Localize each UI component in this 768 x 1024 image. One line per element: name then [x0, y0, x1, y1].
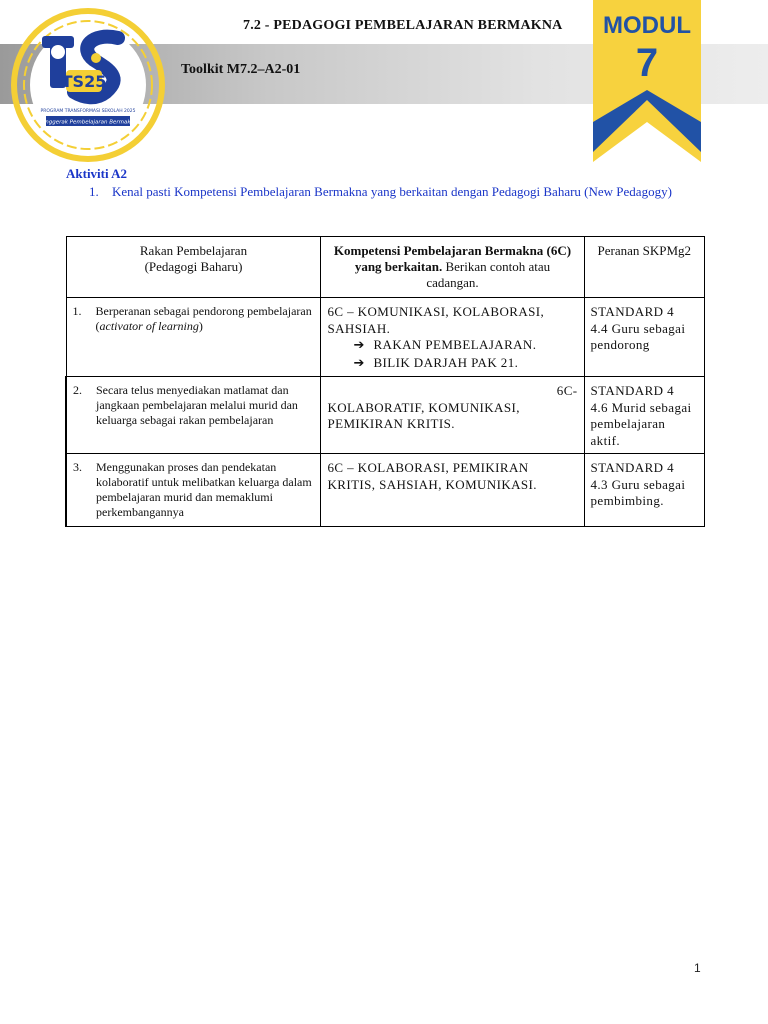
row-role: STANDARD 4 4.3 Guru sebagai pembimbing. [584, 454, 705, 527]
badge-label: MODUL [603, 12, 691, 39]
row-text-italic: activator of learning [99, 319, 199, 333]
header-rakan [66, 237, 321, 298]
logo-tagline: Penggerak Pembelajaran Bermakna [38, 119, 138, 126]
instruction [89, 183, 689, 200]
badge-number: 7 [635, 41, 659, 85]
bullet-text: BILIK DARJAH PAK 21. [373, 354, 519, 370]
table-header-row [66, 237, 705, 298]
row-text-after: ) [198, 319, 203, 333]
toolkit-code: Toolkit M7.2–A2-01 [181, 62, 301, 77]
row-number: 3. [73, 460, 82, 474]
header-kompetensi-bold: Kompetensi Pembelajaran Bermakna (6C) yang berkaitan. [333, 243, 572, 274]
bullet-text: RAKAN PEMBELAJARAN. [373, 337, 537, 352]
row-competency [321, 298, 584, 377]
instruction-text: Kenal pasti Kompetensi Pembelajaran Bermakna yang berkaitan dengan Pedagogi Baharu (New Pedagogy) [112, 184, 672, 199]
bullet-item [327, 337, 577, 355]
row-text-before: Berperanan sebagai pendorong pembelajaran ( [95, 304, 312, 333]
module-title: 7.2 - PEDAGOGI PEMBELAJARAN BERMAKNA [243, 18, 563, 33]
row-text: Menggunakan proses dan pendekatan kolaboratif untuk melibatkan keluarga dalam pembelajaran murid dan memaklumi perkembangannya [96, 460, 312, 519]
page-number: 1 [694, 961, 701, 975]
header-rakan-sub: (Pedagogi Baharu) [144, 259, 243, 274]
row-role: STANDARD 4 4.6 Murid sebagai pembelajaran aktif. [584, 377, 705, 454]
row-statement [66, 454, 321, 527]
competency-text: KOLABORATIF, KOMUNIKASI, PEMIKIRAN KRITIS. [327, 399, 520, 431]
header-peranan: Peranan SKPMg2 [584, 237, 705, 298]
table-row [66, 298, 705, 377]
row-role: STANDARD 4 4.4 Guru sebagai pendorong [584, 298, 705, 377]
row-statement [66, 298, 321, 377]
row-text: Secara telus menyediakan matlamat dan jangkaan pembelajaran melalui murid dan keluarga sebagai rakan pembelajaran [96, 383, 298, 427]
competency-prefix: 6C- [556, 383, 578, 398]
ts25-logo [6, 8, 170, 162]
competency-text: 6C – KOLABORASI, PEMIKIRAN KRITIS, SAHSIAH, KOMUNIKASI. [327, 460, 537, 492]
competency-text: 6C – KOMUNIKASI, KOLABORASI, SAHSIAH. [327, 304, 545, 336]
logo-text: TS25 [61, 72, 107, 91]
activity-title: Aktiviti A2 [66, 166, 128, 181]
instruction-number: 1. [89, 184, 99, 199]
modul-badge [593, 0, 701, 162]
bullet-item [327, 355, 577, 373]
logo-caption: PROGRAM TRANSFORMASI SEKOLAH 2025 [40, 109, 136, 114]
header-rakan-title: Rakan Pembelajaran [139, 243, 248, 258]
table-row [66, 454, 705, 527]
arrow-right-icon: ➔ [353, 338, 365, 353]
header-kompetensi-normal: Berikan contoh atau cadangan. [426, 259, 551, 290]
row-number: 2. [73, 383, 82, 397]
table-row [66, 377, 705, 454]
row-number: 1. [72, 304, 82, 318]
competency-table [65, 236, 705, 527]
row-competency [321, 454, 584, 527]
row-text [96, 304, 315, 334]
arrow-right-icon: ➔ [353, 355, 365, 371]
row-statement [66, 377, 321, 454]
header-kompetensi [321, 237, 584, 298]
row-competency [321, 377, 584, 454]
